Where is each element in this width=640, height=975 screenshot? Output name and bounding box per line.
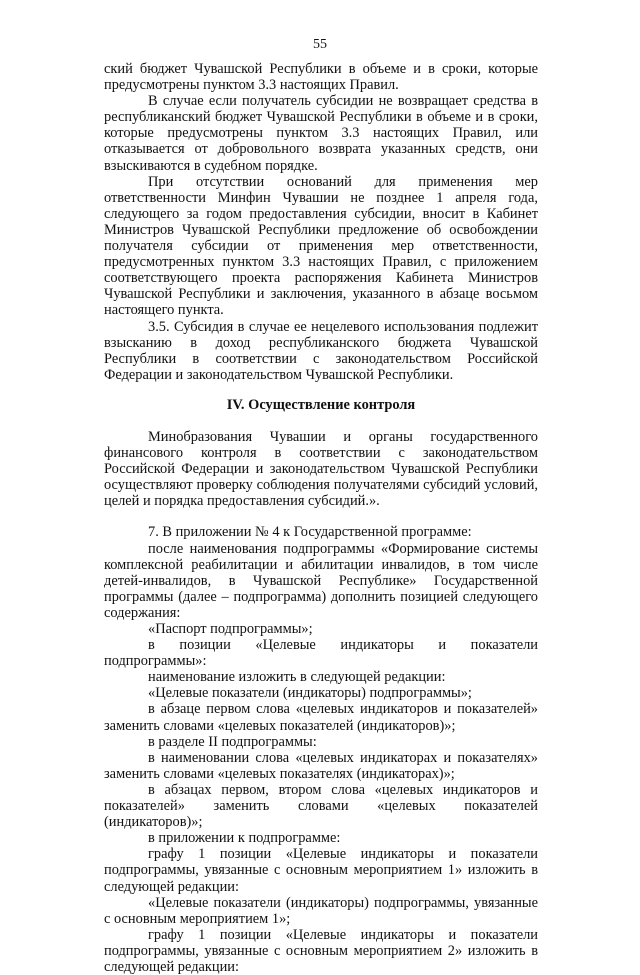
- paragraph-first-second-abzac: в абзацах первом, втором слова «целевых индикаторов и показателей» заменить словами «целевых показателей (индикаторов)»;: [104, 781, 538, 831]
- paragraph-event-1-quote: «Целевые показатели (индикаторы) подпрограммы, увязанные с основным мероприятием 1»;: [104, 894, 538, 927]
- paragraph-indicators-position: в позиции «Целевые индикаторы и показатели подпрограммы»:: [104, 637, 538, 670]
- paragraph-exemption-proposal: При отсутствии оснований для применения мер ответственности Минфин Чувашии не позднее 1 апреля года, следующего за годом предоставления субсидии, вносит в Кабинет Министров Чувашской Республики предложение об освобождении получателя субсидии от применения мер ответственности, предусмотренных пунктом 3.3 настоящих Правил, с приложением соответствующего проекта распоряжения Кабинета Министров Чувашской Республики и заключения, указанного в абзаце восьмом настоящего пункта.: [104, 173, 538, 319]
- paragraph-name-edit: наименование изложить в следующей редакции:: [148, 669, 446, 686]
- paragraph-target-indicators: «Целевые показатели (индикаторы) подпрограммы»;: [148, 685, 472, 702]
- paragraph-appendix: в приложении к подпрограмме:: [148, 830, 341, 847]
- paragraph-item-7: 7. В приложении № 4 к Государственной программе:: [148, 524, 472, 541]
- paragraph-section-ii: в разделе II подпрограммы:: [148, 733, 317, 750]
- paragraph-column-1-event-2: графу 1 позиции «Целевые индикаторы и показатели подпрограммы, увязанные с основным мероприятием 2» изложить в следующей редакции:: [104, 926, 538, 975]
- paragraph-after-subprogram-name: после наименования подпрограммы «Формирование системы комплексной реабилитации и абилитации инвалидов, в том числе детей-инвалидов, в Чувашской Республике» Государственной программы (далее – подпрограмма) дополнить позицией следующего содержания:: [104, 540, 538, 621]
- paragraph-refund-court: В случае если получатель субсидии не возвращает средства в республиканский бюджет Чувашской Республики в объеме и в сроки, которые предусмотрены пунктом 3.3 настоящих Правил, или отказывается от добровольного возврата указанных средств, они взыскиваются в судебном порядке.: [104, 93, 538, 174]
- paragraph-section-name-words: в наименовании слова «целевых индикаторах и показателях» заменить словами «целевых показателях (индикаторах)»;: [104, 749, 538, 782]
- paragraph-passport: «Паспорт подпрограммы»;: [148, 621, 313, 637]
- paragraph-3-5-recovery: 3.5. Субсидия в случае ее нецелевого использования подлежит взысканию в доход республиканского бюджета Чувашской Республики в соответствии с законодательством Российской Федерации и законодательством Чувашской Республики.: [104, 318, 538, 383]
- paragraph-continuation: ский бюджет Чувашской Республики в объеме и в сроки, которые предусмотрены пунктом 3.3 настоящих Правил.: [104, 61, 538, 94]
- page-number: 55: [313, 37, 327, 52]
- document-body: [104, 61, 538, 975]
- section-heading-control: IV. Осуществление контроля: [226, 396, 416, 413]
- paragraph-first-abzac: в абзаце первом слова «целевых индикаторов и показателей» заменить словами «целевых показателей (индикаторов)»;: [104, 701, 538, 734]
- paragraph-column-1-event-1: графу 1 позиции «Целевые индикаторы и показатели подпрограммы, увязанные с основным мероприятием 1» изложить в следующей редакции:: [104, 846, 538, 895]
- paragraph-control-bodies: Минобразования Чувашии и органы государственного финансового контроля в соответствии с законодательством Российской Федерации и законодательством Чувашской Республики осуществляют проверку соблюдения получателями субсидий условий, целей и порядка предоставления субсидий.».: [104, 428, 538, 510]
